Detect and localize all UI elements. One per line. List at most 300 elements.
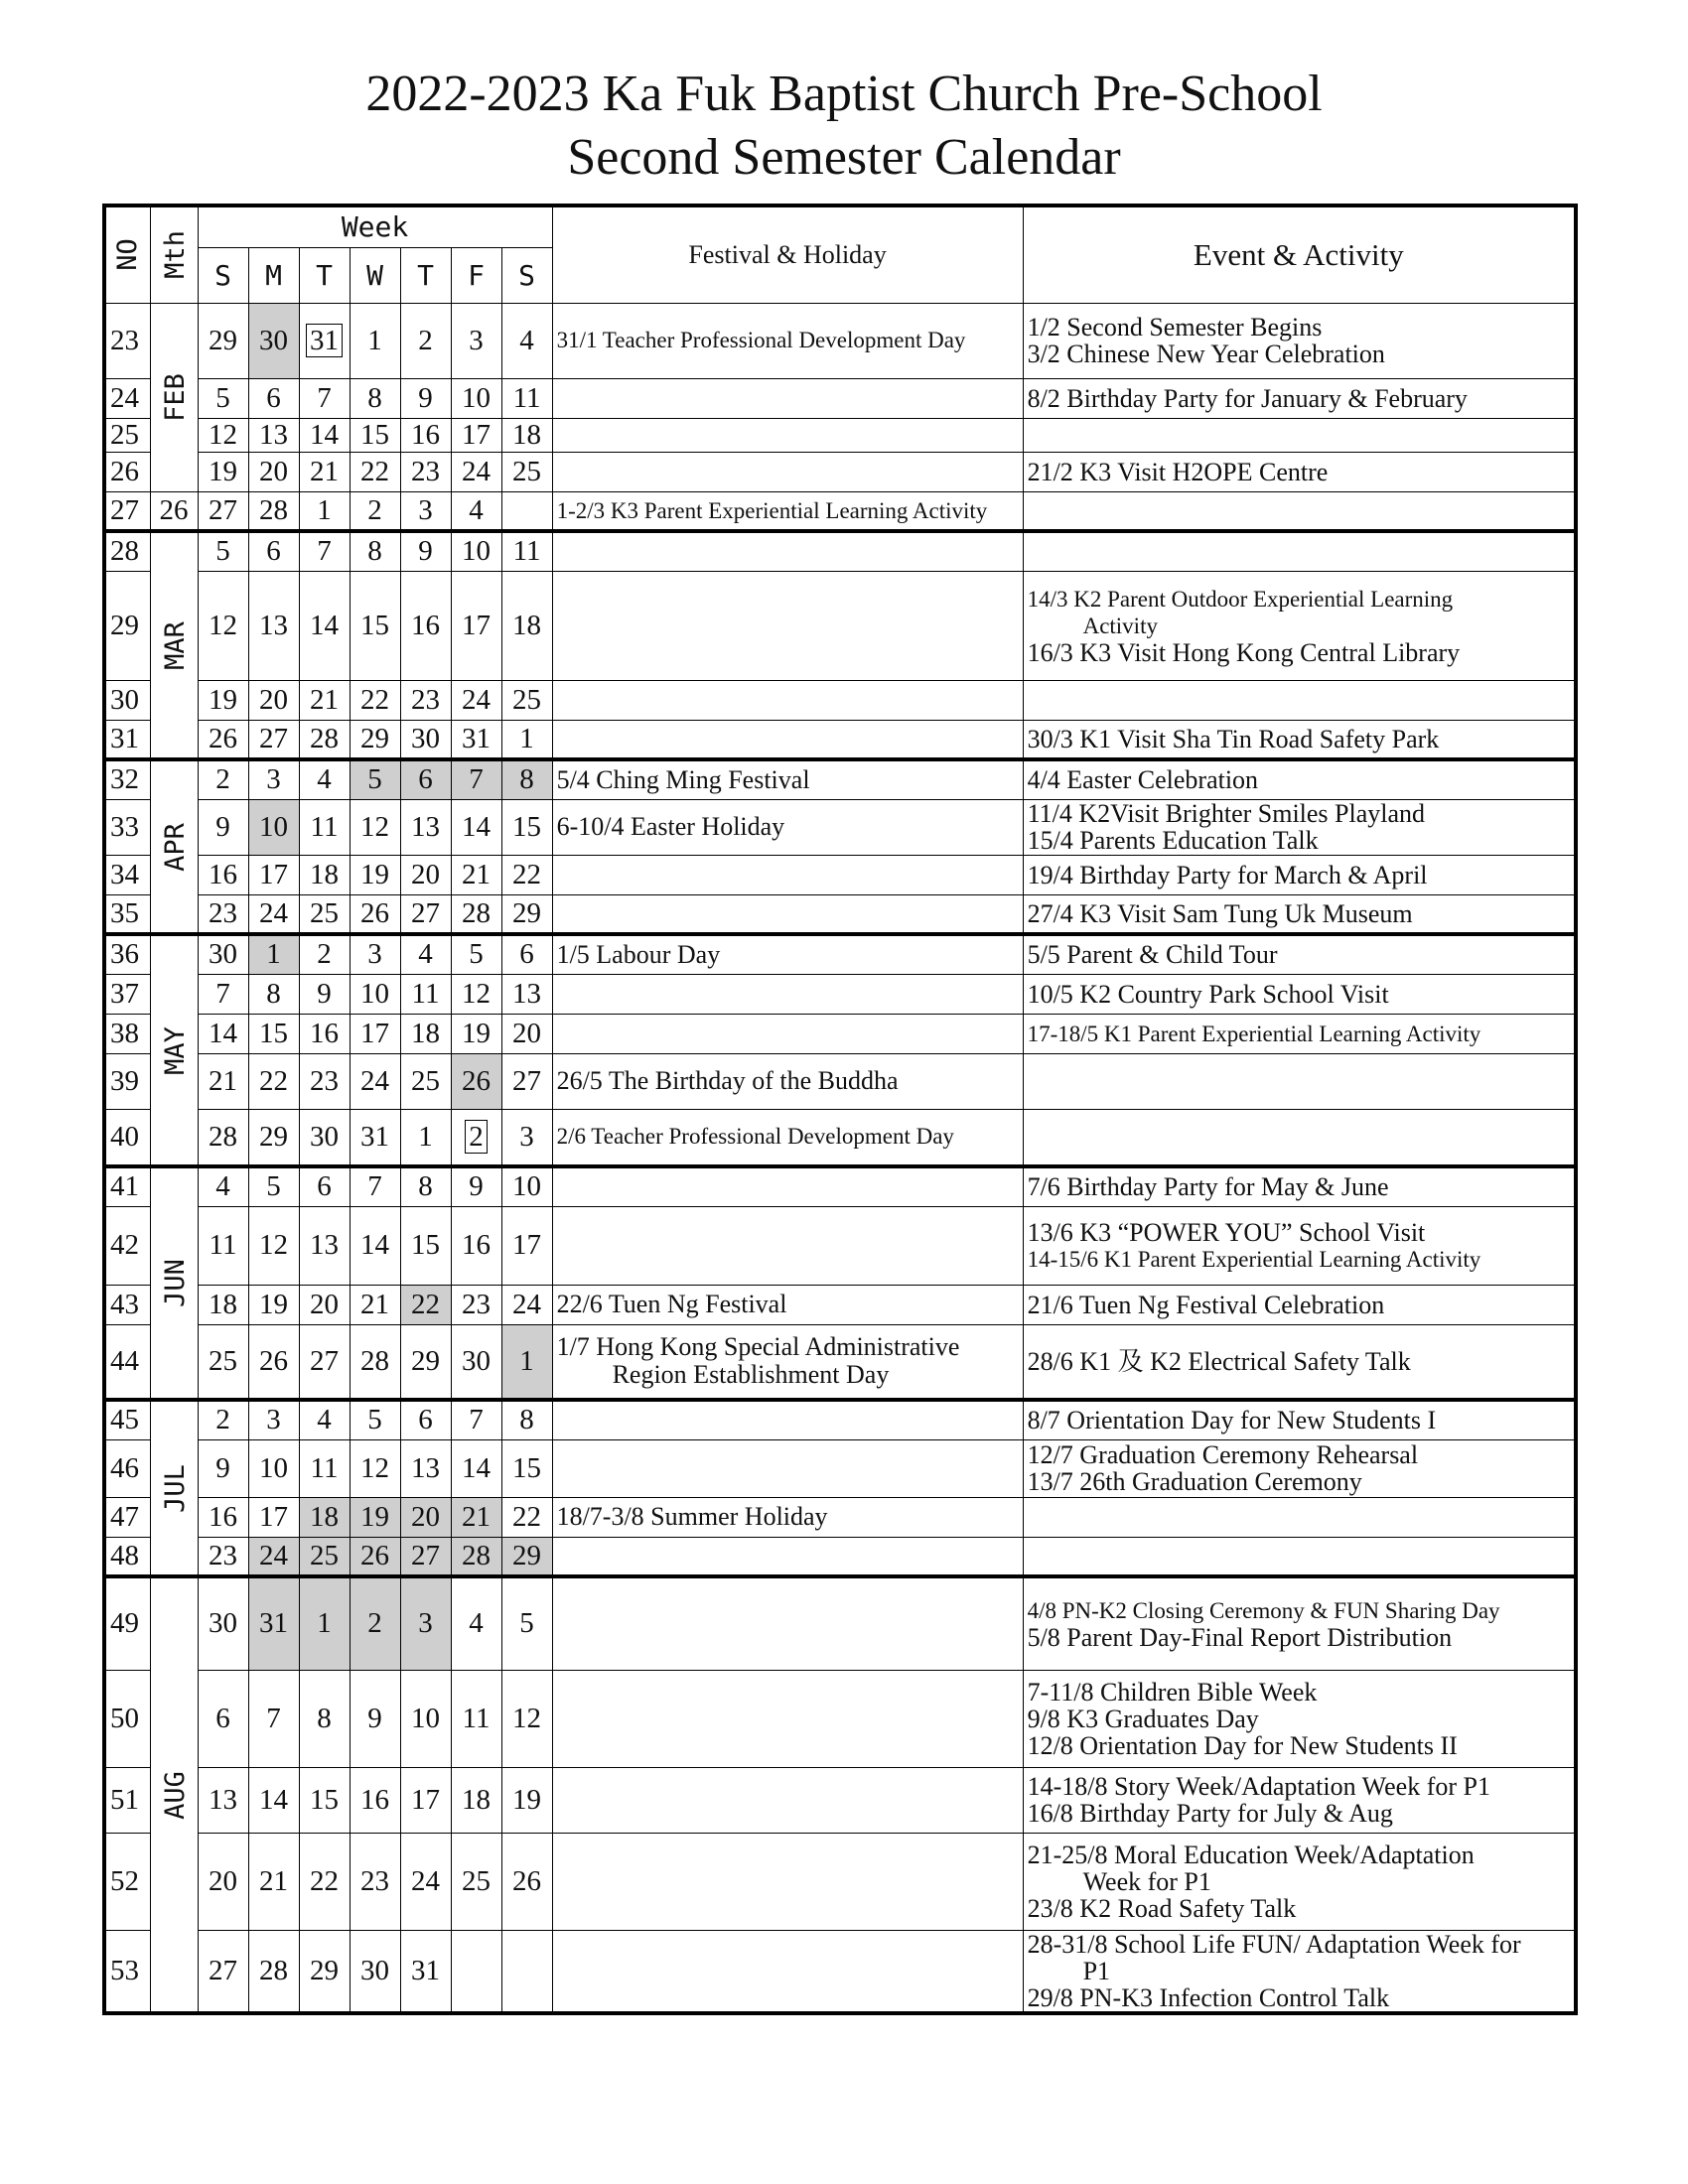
week-number: 23 xyxy=(104,303,150,378)
festival-cell xyxy=(552,1400,1023,1439)
day-cell: 26 xyxy=(350,894,400,934)
day-cell: 28 xyxy=(248,491,299,531)
day-cell: 16 xyxy=(350,1767,400,1833)
week-number: 51 xyxy=(104,1767,150,1833)
day-cell: 15 xyxy=(350,418,400,452)
festival-cell xyxy=(552,531,1023,571)
event-text: 27/4 K3 Visit Sam Tung Uk Museum xyxy=(1027,898,1413,928)
day-cell: 16 xyxy=(451,1206,501,1285)
day-cell: 8 xyxy=(501,759,552,799)
week-number: 46 xyxy=(104,1439,150,1497)
day-cell: 2 xyxy=(350,491,400,531)
event-cell xyxy=(1023,1497,1576,1537)
day-cell: 23 xyxy=(350,1833,400,1930)
day-cell: 24 xyxy=(248,1537,299,1576)
day-cell: 1 xyxy=(299,491,350,531)
week-row xyxy=(104,894,1576,934)
header-day-5: F xyxy=(451,247,501,303)
day-cell: 20 xyxy=(248,452,299,491)
festival-cell xyxy=(552,1285,1023,1324)
festival-cell xyxy=(501,491,552,531)
week-row xyxy=(104,1670,1576,1767)
event-text: 1/2 Second Semester Begins xyxy=(1027,313,1323,341)
day-cell: 1 xyxy=(299,1576,350,1670)
festival-text: 2/6 Teacher Professional Development Day xyxy=(556,1124,954,1150)
festival-cell xyxy=(552,1537,1023,1576)
festival-text: 1/7 Hong Kong Special Administrative xyxy=(556,1332,960,1362)
event-cell xyxy=(1023,894,1576,934)
day-cell: 28 xyxy=(451,894,501,934)
event-text: 5/8 Parent Day-Final Report Distribution xyxy=(1027,1622,1453,1652)
day-cell: 1 xyxy=(350,303,400,378)
day-cell: 6 xyxy=(501,934,552,974)
day-cell: 4 xyxy=(299,759,350,799)
month-label: AUG xyxy=(150,1576,198,2013)
day-cell: 27 xyxy=(198,1930,248,2013)
festival-cell xyxy=(552,1576,1023,1670)
day-cell: 29 xyxy=(400,1324,451,1400)
header-event: Event & Activity xyxy=(1023,205,1576,303)
day-cell: 17 xyxy=(350,1014,400,1053)
day-cell: 24 xyxy=(248,894,299,934)
festival-cell xyxy=(552,1930,1023,2013)
day-cell: 13 xyxy=(248,571,299,680)
day-cell: 8 xyxy=(501,1400,552,1439)
day-cell: 3 xyxy=(350,934,400,974)
day-cell: 18 xyxy=(198,1285,248,1324)
day-cell: 14 xyxy=(350,1206,400,1285)
day-cell: 2 xyxy=(198,1400,248,1439)
day-cell: 14 xyxy=(299,571,350,680)
day-cell: 2 xyxy=(350,1576,400,1670)
day-cell: 13 xyxy=(198,1767,248,1833)
day-cell: 22 xyxy=(350,452,400,491)
week-number: 34 xyxy=(104,855,150,894)
day-cell: 18 xyxy=(299,1497,350,1537)
day-cell: 23 xyxy=(400,452,451,491)
week-number: 48 xyxy=(104,1537,150,1576)
day-cell: 24 xyxy=(501,1285,552,1324)
day-cell: 27 xyxy=(400,1537,451,1576)
day-cell: 3 xyxy=(400,1576,451,1670)
month-label: JUL xyxy=(150,1400,198,1576)
day-cell: 6 xyxy=(299,1166,350,1206)
day-cell: 5 xyxy=(501,1576,552,1670)
day-cell: 25 xyxy=(198,1324,248,1400)
week-row xyxy=(104,720,1576,759)
day-cell: 27 xyxy=(198,491,248,531)
day-cell: 9 xyxy=(350,1670,400,1767)
event-cell xyxy=(1023,303,1576,378)
festival-cell xyxy=(552,1670,1023,1767)
day-cell: 26 xyxy=(248,1324,299,1400)
day-cell: 23 xyxy=(451,1285,501,1324)
festival-text: 22/6 Tuen Ng Festival xyxy=(556,1290,787,1318)
event-cell xyxy=(1023,1109,1576,1166)
day-cell xyxy=(451,1930,501,2013)
week-row xyxy=(104,491,1576,531)
day-cell: 25 xyxy=(451,1833,501,1930)
event-text: 16/8 Birthday Party for July & Aug xyxy=(1027,1799,1393,1828)
day-cell: 17 xyxy=(400,1767,451,1833)
day-cell: 21 xyxy=(198,1053,248,1109)
week-row xyxy=(104,1053,1576,1109)
day-cell: 14 xyxy=(451,799,501,855)
week-row xyxy=(104,1285,1576,1324)
festival-cell xyxy=(552,1497,1023,1537)
day-cell: 15 xyxy=(400,1206,451,1285)
festival-cell xyxy=(552,418,1023,452)
event-cell xyxy=(1023,680,1576,720)
day-cell: 14 xyxy=(299,418,350,452)
day-cell: 30 xyxy=(350,1930,400,2013)
day-cell: 1 xyxy=(501,720,552,759)
festival-cell xyxy=(552,680,1023,720)
day-cell: 13 xyxy=(501,974,552,1014)
day-cell: 28 xyxy=(350,1324,400,1400)
day-cell: 20 xyxy=(299,1285,350,1324)
day-cell: 28 xyxy=(299,720,350,759)
day-cell: 15 xyxy=(299,1767,350,1833)
event-text: 3/2 Chinese New Year Celebration xyxy=(1027,340,1385,368)
week-number: 43 xyxy=(104,1285,150,1324)
festival-cell xyxy=(552,1206,1023,1285)
day-cell: 11 xyxy=(400,974,451,1014)
day-cell: 4 xyxy=(451,491,501,531)
day-cell: 20 xyxy=(501,1014,552,1053)
day-cell: 11 xyxy=(501,378,552,418)
day-cell: 15 xyxy=(248,1014,299,1053)
day-cell: 22 xyxy=(501,1497,552,1537)
festival-cell xyxy=(552,452,1023,491)
week-number: 50 xyxy=(104,1670,150,1767)
day-cell: 10 xyxy=(350,974,400,1014)
day-cell: 27 xyxy=(400,894,451,934)
day-cell: 31 xyxy=(299,303,350,378)
day-cell: 9 xyxy=(451,1166,501,1206)
day-cell: 10 xyxy=(451,531,501,571)
week-number: 36 xyxy=(104,934,150,974)
day-cell: 24 xyxy=(400,1833,451,1930)
day-cell: 22 xyxy=(248,1053,299,1109)
week-number: 35 xyxy=(104,894,150,934)
festival-cell xyxy=(552,1833,1023,1930)
day-cell: 9 xyxy=(400,531,451,571)
day-cell: 3 xyxy=(451,303,501,378)
festival-cell xyxy=(552,799,1023,855)
week-row xyxy=(104,571,1576,680)
event-text: 14/3 K2 Parent Outdoor Experiential Learning xyxy=(1027,586,1454,612)
week-row xyxy=(104,1439,1576,1497)
week-number: 37 xyxy=(104,974,150,1014)
day-cell: 11 xyxy=(451,1670,501,1767)
day-cell: 6 xyxy=(248,531,299,571)
day-cell: 18 xyxy=(400,1014,451,1053)
day-cell: 21 xyxy=(299,680,350,720)
event-text: 11/4 K2Visit Brighter Smiles Playland xyxy=(1027,799,1426,828)
day-cell: 23 xyxy=(299,1053,350,1109)
day-cell: 15 xyxy=(350,571,400,680)
event-cell xyxy=(1023,378,1576,418)
header-day-6: S xyxy=(501,247,552,303)
event-text: 8/2 Birthday Party for January & February xyxy=(1027,383,1468,413)
day-cell: 26 xyxy=(150,491,198,531)
event-text: Week for P1 xyxy=(1082,1866,1211,1896)
day-cell xyxy=(501,1930,552,2013)
day-cell: 12 xyxy=(198,418,248,452)
event-cell xyxy=(1023,531,1576,571)
day-cell: 8 xyxy=(248,974,299,1014)
day-cell: 12 xyxy=(350,1439,400,1497)
day-cell: 25 xyxy=(400,1053,451,1109)
day-cell: 12 xyxy=(248,1206,299,1285)
day-cell: 19 xyxy=(350,1497,400,1537)
day-cell: 8 xyxy=(350,378,400,418)
day-cell: 29 xyxy=(248,1109,299,1166)
week-number: 26 xyxy=(104,452,150,491)
day-cell: 14 xyxy=(248,1767,299,1833)
week-row xyxy=(104,1497,1576,1537)
day-cell: 27 xyxy=(501,1053,552,1109)
week-number: 25 xyxy=(104,418,150,452)
day-cell: 10 xyxy=(248,1439,299,1497)
event-cell xyxy=(1023,759,1576,799)
day-cell: 3 xyxy=(248,759,299,799)
week-number: 38 xyxy=(104,1014,150,1053)
day-cell: 19 xyxy=(198,680,248,720)
day-cell: 18 xyxy=(501,571,552,680)
event-text: 13/6 K3 “POWER YOU” School Visit xyxy=(1027,1217,1426,1247)
day-cell: 15 xyxy=(501,1439,552,1497)
festival-cell xyxy=(552,759,1023,799)
day-cell: 20 xyxy=(248,680,299,720)
day-cell: 8 xyxy=(350,531,400,571)
day-cell: 2 xyxy=(400,303,451,378)
day-cell: 11 xyxy=(198,1206,248,1285)
day-cell: 20 xyxy=(400,855,451,894)
day-cell: 5 xyxy=(451,934,501,974)
month-label: APR xyxy=(150,759,198,934)
festival-cell xyxy=(552,303,1023,378)
day-cell: 30 xyxy=(198,1576,248,1670)
event-cell xyxy=(1023,452,1576,491)
day-cell: 29 xyxy=(501,894,552,934)
festival-cell xyxy=(552,720,1023,759)
event-text: 17-18/5 K1 Parent Experiential Learning Activity xyxy=(1027,1021,1481,1046)
event-text: 21/6 Tuen Ng Festival Celebration xyxy=(1027,1290,1385,1319)
calendar-body xyxy=(104,303,1576,2013)
week-row xyxy=(104,452,1576,491)
day-cell: 29 xyxy=(350,720,400,759)
day-cell: 31 xyxy=(451,720,501,759)
day-cell: 11 xyxy=(501,531,552,571)
event-text: 4/4 Easter Celebration xyxy=(1027,765,1259,795)
day-cell: 4 xyxy=(451,1576,501,1670)
day-cell: 6 xyxy=(400,759,451,799)
day-cell: 10 xyxy=(248,799,299,855)
event-cell xyxy=(1023,934,1576,974)
day-cell: 14 xyxy=(198,1014,248,1053)
day-cell: 3 xyxy=(248,1400,299,1439)
festival-text: 6-10/4 Easter Holiday xyxy=(556,812,785,841)
header-day-4: T xyxy=(400,247,451,303)
week-row xyxy=(104,1014,1576,1053)
event-cell xyxy=(1023,1930,1576,2013)
day-cell: 6 xyxy=(198,1670,248,1767)
event-cell xyxy=(1023,1166,1576,1206)
event-cell xyxy=(1023,1206,1576,1285)
day-cell: 14 xyxy=(451,1439,501,1497)
week-number: 42 xyxy=(104,1206,150,1285)
day-cell: 16 xyxy=(299,1014,350,1053)
day-cell: 4 xyxy=(501,303,552,378)
festival-text: 5/4 Ching Ming Festival xyxy=(556,764,810,794)
day-cell: 9 xyxy=(400,378,451,418)
event-text: 15/4 Parents Education Talk xyxy=(1027,826,1319,855)
day-cell: 25 xyxy=(299,894,350,934)
day-cell: 1 xyxy=(400,1109,451,1166)
week-number: 47 xyxy=(104,1497,150,1537)
day-cell: 25 xyxy=(299,1537,350,1576)
day-cell: 24 xyxy=(451,452,501,491)
day-cell: 28 xyxy=(451,1537,501,1576)
day-cell: 17 xyxy=(451,418,501,452)
week-number: 53 xyxy=(104,1930,150,2013)
header-day-1: M xyxy=(248,247,299,303)
day-cell: 11 xyxy=(299,799,350,855)
day-cell: 22 xyxy=(299,1833,350,1930)
event-text: 30/3 K1 Visit Sha Tin Road Safety Park xyxy=(1027,724,1440,753)
week-row xyxy=(104,759,1576,799)
day-cell: 12 xyxy=(198,571,248,680)
festival-cell xyxy=(552,1439,1023,1497)
header-row-top xyxy=(104,205,1576,247)
day-cell: 20 xyxy=(400,1497,451,1537)
day-cell: 16 xyxy=(400,571,451,680)
day-cell: 10 xyxy=(451,378,501,418)
day-cell: 17 xyxy=(451,571,501,680)
day-cell: 21 xyxy=(451,1497,501,1537)
week-row xyxy=(104,531,1576,571)
event-cell xyxy=(1023,1537,1576,1576)
event-cell xyxy=(552,491,1023,531)
day-cell: 21 xyxy=(299,452,350,491)
day-cell: 25 xyxy=(501,452,552,491)
header-day-0: S xyxy=(198,247,248,303)
day-cell: 2 xyxy=(451,1109,501,1166)
day-cell: 31 xyxy=(248,1576,299,1670)
week-row xyxy=(104,680,1576,720)
festival-cell xyxy=(552,378,1023,418)
day-cell: 9 xyxy=(198,1439,248,1497)
day-cell: 23 xyxy=(198,1537,248,1576)
event-cell xyxy=(1023,974,1576,1014)
day-cell: 30 xyxy=(248,303,299,378)
event-text: 8/7 Orientation Day for New Students I xyxy=(1027,1406,1437,1435)
day-cell: 3 xyxy=(400,491,451,531)
week-row xyxy=(104,1206,1576,1285)
day-cell: 20 xyxy=(198,1833,248,1930)
day-cell: 13 xyxy=(400,799,451,855)
event-cell xyxy=(1023,1576,1576,1670)
week-number: 45 xyxy=(104,1400,150,1439)
event-cell xyxy=(1023,1285,1576,1324)
day-cell: 5 xyxy=(198,378,248,418)
day-cell: 22 xyxy=(501,855,552,894)
page-title: 2022-2023 Ka Fuk Baptist Church Pre-School xyxy=(365,66,1323,122)
header-festival: Festival & Holiday xyxy=(552,205,1023,303)
event-cell xyxy=(1023,1439,1576,1497)
week-row xyxy=(104,1767,1576,1833)
event-cell xyxy=(1023,571,1576,680)
event-text: 29/8 PN-K3 Infection Control Talk xyxy=(1027,1982,1390,2012)
festival-cell xyxy=(552,974,1023,1014)
festival-cell xyxy=(552,1109,1023,1166)
day-cell: 15 xyxy=(501,799,552,855)
day-cell: 11 xyxy=(299,1439,350,1497)
day-cell: 13 xyxy=(400,1439,451,1497)
month-label: MAR xyxy=(150,531,198,759)
event-cell xyxy=(1023,1400,1576,1439)
event-text: 4/8 PN-K2 Closing Ceremony & FUN Sharing Day xyxy=(1027,1597,1500,1623)
day-cell: 24 xyxy=(451,680,501,720)
day-cell: 17 xyxy=(248,855,299,894)
day-cell: 18 xyxy=(299,855,350,894)
day-cell: 13 xyxy=(248,418,299,452)
day-cell: 8 xyxy=(299,1670,350,1767)
festival-cell xyxy=(552,1053,1023,1109)
day-cell: 9 xyxy=(198,799,248,855)
event-text: 21-25/8 Moral Education Week/Adaptation xyxy=(1027,1840,1475,1869)
day-cell: 5 xyxy=(198,531,248,571)
day-cell: 17 xyxy=(248,1497,299,1537)
festival-cell xyxy=(552,855,1023,894)
day-cell: 30 xyxy=(198,934,248,974)
day-cell: 12 xyxy=(451,974,501,1014)
event-text: 10/5 K2 Country Park School Visit xyxy=(1027,979,1389,1009)
day-cell: 5 xyxy=(350,1400,400,1439)
day-cell: 22 xyxy=(400,1285,451,1324)
day-cell: 25 xyxy=(501,680,552,720)
day-cell: 31 xyxy=(400,1930,451,2013)
week-row xyxy=(104,418,1576,452)
festival-text: 26/5 The Birthday of the Buddha xyxy=(556,1066,899,1095)
festival-text: 31/1 Teacher Professional Development Day xyxy=(556,328,966,352)
day-cell: 24 xyxy=(350,1053,400,1109)
festival-cell xyxy=(552,1324,1023,1400)
day-cell: 19 xyxy=(451,1014,501,1053)
day-cell: 7 xyxy=(198,974,248,1014)
day-cell: 29 xyxy=(198,303,248,378)
event-text: 28-31/8 School Life FUN/ Adaptation Week for xyxy=(1027,1929,1521,1959)
week-row xyxy=(104,303,1576,378)
day-cell: 18 xyxy=(501,418,552,452)
festival-cell xyxy=(552,1166,1023,1206)
day-cell: 19 xyxy=(248,1285,299,1324)
day-cell: 26 xyxy=(451,1053,501,1109)
week-row xyxy=(104,1576,1576,1670)
event-text: 12/8 Orientation Day for New Students II xyxy=(1027,1730,1458,1760)
day-cell: 4 xyxy=(198,1166,248,1206)
event-text: 16/3 K3 Visit Hong Kong Central Library xyxy=(1027,637,1461,667)
week-number: 52 xyxy=(104,1833,150,1930)
event-cell xyxy=(1023,1014,1576,1053)
week-number: 31 xyxy=(104,720,150,759)
day-cell: 16 xyxy=(198,855,248,894)
week-row xyxy=(104,1400,1576,1439)
day-cell: 6 xyxy=(400,1400,451,1439)
festival-text: Region Establishment Day xyxy=(612,1360,890,1390)
